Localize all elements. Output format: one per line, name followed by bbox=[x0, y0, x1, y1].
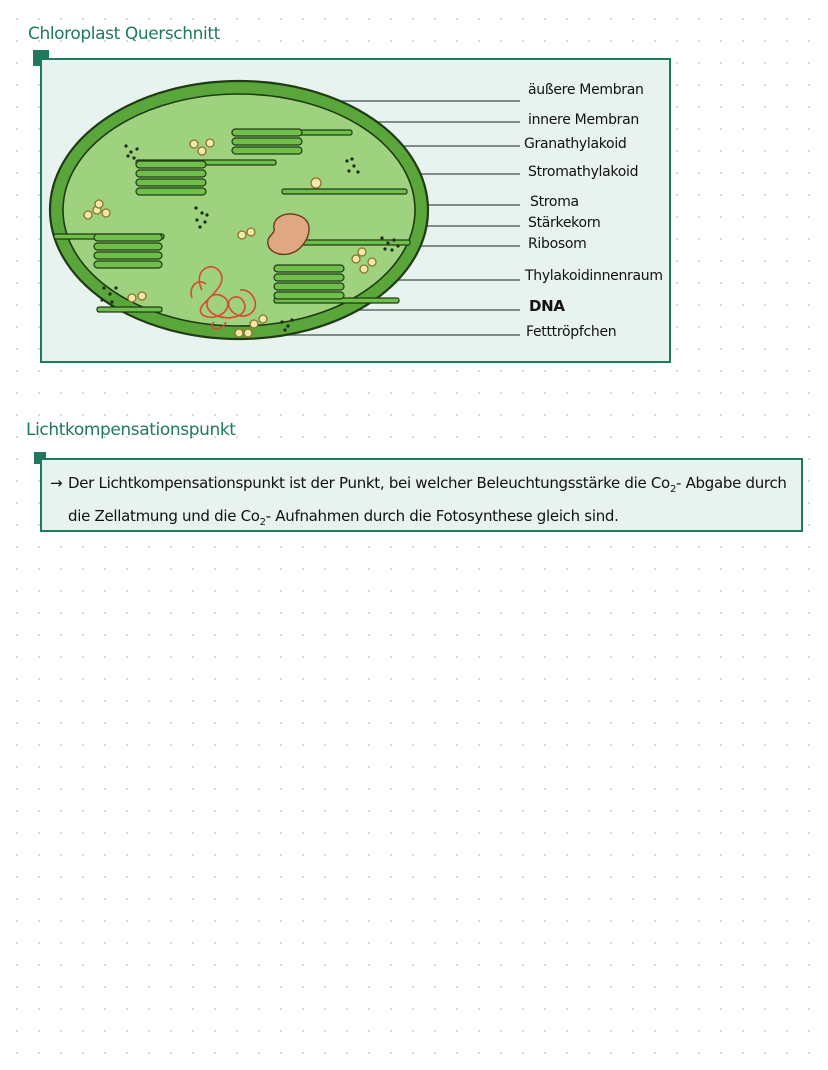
subscript: 2 bbox=[669, 484, 676, 495]
stromathylakoid bbox=[282, 189, 407, 194]
label-stromathylakoid: Stromathylakoid bbox=[528, 164, 639, 180]
label-ribosome: Ribosom bbox=[528, 236, 587, 252]
arrow-icon: → bbox=[50, 474, 63, 492]
label-inner-membrane: innere Membran bbox=[528, 112, 639, 128]
definition-box bbox=[40, 458, 803, 532]
label-fat-droplet: Fetttröpfchen bbox=[526, 324, 617, 340]
stromathylakoid bbox=[97, 307, 162, 312]
section-heading-chloroplast: Chloroplast Querschnitt bbox=[28, 24, 220, 44]
granum bbox=[232, 129, 302, 154]
section-heading-light-compensation: Lichtkompensationspunkt bbox=[26, 420, 236, 440]
label-outer-membrane: äußere Membran bbox=[528, 82, 644, 98]
label-thylakoid-lumen: Thylakoidinnenraum bbox=[525, 268, 663, 284]
chloroplast-diagram bbox=[42, 60, 673, 365]
definition-text-part: Der Lichtkompensationspunkt ist der Punkt, bei welcher Beleuchtungsstärke die Co bbox=[68, 474, 670, 492]
subscript: 2 bbox=[259, 517, 266, 528]
label-granathylakoid: Granathylakoid bbox=[524, 136, 627, 152]
definition-text-part: - Abgabe durch die Zellatmung und die Co bbox=[68, 474, 787, 525]
label-stroma: Stroma bbox=[530, 194, 579, 210]
definition-text-part: - Aufnahmen durch die Fotosynthese gleich sind. bbox=[265, 507, 619, 525]
label-starch-grain: Stärkekorn bbox=[528, 215, 601, 231]
label-dna: DNA bbox=[529, 297, 565, 315]
definition-text bbox=[68, 470, 796, 536]
chloroplast-figure bbox=[40, 58, 671, 363]
